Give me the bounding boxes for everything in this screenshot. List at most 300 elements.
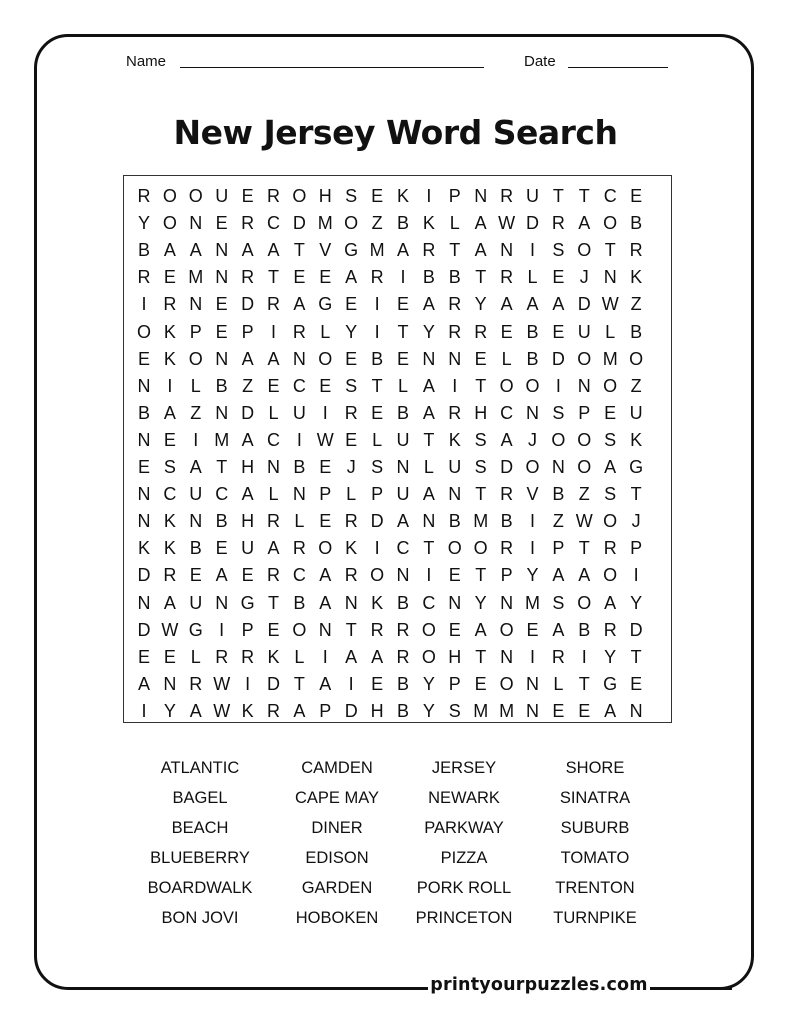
grid-letter: O — [421, 619, 436, 640]
grid-letter: E — [189, 565, 202, 586]
grid-letter: T — [578, 673, 590, 694]
grid-letter: K — [163, 321, 176, 342]
grid-letter: R — [396, 646, 410, 667]
grid-letter: T — [475, 267, 487, 288]
grid-letter: Y — [474, 294, 487, 315]
grid-letter: K — [396, 186, 409, 206]
grid-letter: O — [447, 538, 462, 559]
grid-letter: O — [162, 213, 177, 234]
grid-letter: G — [629, 457, 644, 477]
grid-letter: A — [552, 619, 565, 640]
grid-letter: C — [267, 213, 280, 234]
grid-letter: A — [163, 402, 176, 423]
grid-letter: A — [137, 673, 150, 694]
grid-letter: R — [500, 484, 514, 505]
grid-letter: E — [630, 186, 643, 206]
grid-letter: O — [603, 565, 618, 586]
grid-letter: D — [500, 457, 514, 477]
grid-letter: S — [448, 700, 461, 721]
word-list-item: PRINCETON — [415, 908, 513, 927]
grid-letter: I — [374, 294, 380, 315]
grid-letter: C — [292, 565, 306, 586]
word-list-item: PARKWAY — [424, 818, 504, 837]
grid-letter: I — [167, 375, 173, 396]
grid-letter: R — [603, 619, 617, 640]
grid-letter: N — [474, 186, 488, 206]
grid-letter: N — [137, 511, 151, 532]
grid-letter: R — [163, 565, 177, 586]
grid-letter: T — [293, 673, 305, 694]
word-list-item: CAMDEN — [301, 759, 373, 777]
grid-letter: M — [317, 213, 333, 234]
word-list-item: BLUEBERRY — [150, 848, 250, 867]
grid-letter: Z — [578, 484, 590, 505]
grid-letter: O — [577, 457, 592, 477]
grid-letter: I — [141, 700, 147, 721]
grid-letter: O — [577, 240, 592, 261]
grid-letter: O — [136, 321, 151, 342]
grid-letter: R — [603, 538, 617, 559]
word-list-item: PORK ROLL — [416, 878, 512, 897]
grid-letter: J — [631, 511, 641, 532]
page-title: New Jersey Word Search — [173, 113, 618, 152]
grid-letter: A — [163, 240, 176, 261]
grid-letter: P — [448, 186, 461, 206]
grid-letter: T — [475, 484, 487, 505]
grid-letter: U — [189, 484, 203, 505]
grid-letter: E — [630, 673, 643, 694]
grid-letter: D — [292, 213, 306, 234]
grid-letter: E — [345, 348, 358, 369]
grid-letter: A — [189, 240, 202, 261]
grid-letter: N — [137, 484, 151, 505]
grid-letter: B — [396, 700, 409, 721]
grid-letter: I — [219, 619, 225, 640]
grid-letter: N — [448, 592, 462, 613]
grid-letter: A — [396, 511, 409, 532]
word-list-item: BAGEL — [172, 788, 228, 807]
grid-letter: D — [577, 294, 591, 315]
grid-letter: B — [526, 321, 539, 342]
grid-letter: A — [319, 673, 332, 694]
word-list-item: DINER — [311, 818, 363, 837]
grid-letter: N — [500, 646, 514, 667]
grid-letter: G — [240, 592, 255, 613]
word-list-item: TURNPIKE — [553, 908, 637, 927]
grid-letter: I — [296, 429, 302, 450]
grid-letter: A — [241, 429, 254, 450]
grid-letter: C — [267, 429, 280, 450]
grid-letter: V — [319, 240, 332, 261]
grid-letter: Z — [242, 375, 254, 396]
grid-letter: R — [267, 294, 280, 315]
grid-letter: A — [500, 294, 513, 315]
grid-letter: M — [525, 592, 540, 613]
word-list-item: TRENTON — [555, 878, 635, 897]
name-field-line[interactable] — [180, 67, 484, 68]
grid-letter: L — [553, 673, 564, 694]
grid-letter: D — [370, 511, 384, 532]
grid-letter: N — [189, 294, 203, 315]
grid-letter: Y — [163, 700, 176, 721]
grid-letter: S — [474, 429, 487, 450]
date-field-line[interactable] — [568, 67, 668, 68]
grid-letter: U — [577, 321, 591, 342]
grid-letter: R — [448, 294, 462, 315]
grid-letter: H — [241, 457, 255, 477]
grid-letter: Z — [630, 294, 642, 315]
grid-letter: D — [241, 402, 255, 423]
grid-letter: B — [526, 348, 539, 369]
grid-letter: K — [630, 267, 643, 288]
grid-letter: O — [603, 213, 618, 234]
footer-rule-right — [650, 987, 732, 990]
grid-letter: N — [448, 348, 462, 369]
grid-letter: B — [293, 457, 306, 477]
grid-letter: O — [577, 429, 592, 450]
grid-letter: P — [500, 565, 513, 586]
grid-letter: N — [137, 375, 151, 396]
grid-letter: T — [268, 267, 279, 288]
grid-letter: A — [474, 619, 487, 640]
grid-letter: C — [396, 538, 410, 559]
grid-letter: S — [345, 375, 358, 396]
grid-letter: E — [319, 267, 332, 288]
grid-letter: P — [371, 484, 384, 505]
grid-letter: R — [267, 565, 280, 586]
grid-letter: R — [267, 700, 280, 721]
grid-letter: E — [267, 619, 280, 640]
word-list-item: BEACH — [171, 818, 229, 837]
grid-letter: E — [163, 429, 176, 450]
grid-letter: R — [422, 240, 436, 261]
grid-letter: L — [346, 484, 357, 505]
grid-letter: U — [189, 592, 203, 613]
grid-letter: U — [448, 457, 462, 477]
grid-letter: B — [293, 592, 306, 613]
grid-letter: Y — [526, 565, 539, 586]
grid-letter: O — [629, 348, 644, 369]
grid-letter: E — [371, 186, 384, 206]
grid-letter: N — [629, 700, 643, 721]
grid-letter: N — [500, 240, 514, 261]
grid-letter: N — [163, 673, 177, 694]
grid-letter: W — [161, 619, 179, 640]
grid-letter: M — [602, 348, 618, 369]
grid-letter: E — [474, 348, 487, 369]
grid-letter: C — [163, 484, 177, 505]
grid-letter: A — [474, 213, 487, 234]
grid-letter: E — [448, 619, 461, 640]
grid-letter: A — [552, 294, 565, 315]
grid-letter: E — [319, 375, 332, 396]
grid-letter: A — [500, 429, 513, 450]
grid-letter: E — [137, 646, 150, 667]
grid-letter: B — [396, 213, 409, 234]
grid-letter: E — [319, 511, 332, 532]
grid-letter: E — [396, 294, 409, 315]
grid-letter: T — [423, 538, 435, 559]
grid-letter: E — [448, 565, 461, 586]
grid-letter: P — [552, 538, 565, 559]
grid-letter: I — [581, 646, 587, 667]
grid-letter: A — [422, 375, 435, 396]
grid-letter: R — [448, 402, 462, 423]
grid-letter: Y — [422, 673, 435, 694]
grid-letter: B — [448, 511, 461, 532]
grid-letter: K — [137, 538, 150, 559]
grid-letter: S — [371, 457, 384, 477]
grid-letter: L — [320, 321, 331, 342]
grid-letter: O — [318, 538, 333, 559]
grid-letter: O — [188, 348, 203, 369]
grid-letter: E — [293, 267, 306, 288]
grid-letter: P — [241, 619, 254, 640]
grid-letter: R — [267, 186, 280, 206]
grid-letter: I — [141, 294, 147, 315]
grid-letter: R — [292, 538, 306, 559]
word-list-item: JERSEY — [431, 759, 497, 777]
grid-letter: G — [318, 294, 333, 315]
grid-letter: M — [473, 511, 489, 532]
grid-letter: Y — [422, 321, 435, 342]
grid-letter: N — [526, 700, 539, 721]
grid-letter: E — [241, 565, 254, 586]
grid-letter: I — [348, 673, 354, 694]
grid-letter: R — [474, 321, 488, 342]
grid-letter: L — [605, 321, 616, 342]
grid-letter: R — [500, 538, 514, 559]
grid-letter: H — [241, 511, 255, 532]
grid-letter: S — [552, 592, 565, 613]
grid-letter: N — [215, 592, 229, 613]
grid-letter: N — [137, 592, 151, 613]
grid-letter: B — [578, 619, 591, 640]
grid-letter: T — [371, 375, 383, 396]
grid-letter: E — [552, 700, 565, 721]
grid-letter: E — [474, 673, 487, 694]
grid-letter: D — [344, 700, 358, 721]
grid-letter: N — [292, 348, 306, 369]
grid-letter: K — [163, 348, 176, 369]
grid-letter: E — [396, 348, 409, 369]
grid-letter: R — [189, 673, 203, 694]
grid-letter: I — [400, 267, 406, 288]
grid-letter: B — [422, 267, 435, 288]
grid-letter: R — [344, 402, 358, 423]
grid-letter: A — [578, 565, 591, 586]
grid-letter: A — [241, 348, 254, 369]
grid-letter: B — [396, 592, 409, 613]
grid-letter: P — [189, 321, 202, 342]
grid-letter: K — [371, 592, 384, 613]
grid-letter: H — [370, 700, 384, 721]
grid-letter: E — [371, 402, 384, 423]
grid-letter: K — [163, 538, 176, 559]
grid-letter: A — [215, 565, 228, 586]
grid-letter: I — [374, 321, 380, 342]
grid-letter: M — [214, 429, 230, 450]
grid-letter: N — [500, 592, 514, 613]
grid-letter: N — [215, 240, 229, 261]
grid-letter: N — [422, 348, 436, 369]
grid-letter: N — [526, 402, 539, 423]
grid-letter: E — [215, 294, 228, 315]
grid-letter: I — [529, 538, 535, 559]
grid-letter: R — [137, 186, 151, 206]
grid-letter: K — [241, 700, 254, 721]
grid-letter: I — [193, 429, 199, 450]
grid-letter: A — [241, 240, 254, 261]
grid-letter: R — [215, 646, 229, 667]
grid-letter: O — [499, 673, 514, 694]
grid-letter: D — [551, 348, 565, 369]
footer-rule-left — [110, 987, 422, 990]
grid-letter: P — [448, 673, 461, 694]
grid-letter: L — [268, 484, 279, 505]
grid-letter: D — [629, 619, 643, 640]
grid-letter: T — [475, 375, 487, 396]
grid-letter: N — [215, 348, 229, 369]
grid-letter: O — [344, 213, 359, 234]
grid-letter: T — [578, 538, 590, 559]
grid-letter: R — [500, 267, 514, 288]
grid-letter: R — [370, 619, 384, 640]
grid-letter: T — [397, 321, 409, 342]
grid-letter: R — [241, 213, 255, 234]
grid-letter: C — [422, 592, 436, 613]
grid-letter: B — [630, 213, 643, 234]
grid-letter: R — [370, 267, 384, 288]
grid-letter: A — [267, 538, 280, 559]
grid-letter: R — [551, 646, 565, 667]
grid-letter: N — [551, 457, 565, 477]
grid-letter: R — [629, 240, 643, 261]
grid-letter: U — [396, 484, 410, 505]
grid-letter: E — [578, 700, 591, 721]
grid-letter: N — [422, 511, 436, 532]
grid-letter: A — [396, 240, 409, 261]
grid-letter: R — [448, 321, 462, 342]
grid-letter: K — [267, 646, 280, 667]
footer-site-name: printyourpuzzles.com — [428, 975, 650, 995]
grid-letter: R — [163, 294, 177, 315]
grid-letter: N — [137, 429, 151, 450]
grid-letter: T — [423, 429, 435, 450]
grid-letter: I — [374, 538, 380, 559]
word-list-item: SINATRA — [559, 788, 631, 807]
grid-letter: T — [216, 457, 228, 477]
grid-letter: T — [293, 240, 305, 261]
grid-letter: R — [344, 565, 358, 586]
grid-letter: U — [215, 186, 229, 206]
word-list-item: NEWARK — [428, 788, 500, 807]
grid-letter: T — [604, 240, 616, 261]
grid-letter: L — [294, 511, 305, 532]
grid-letter: O — [370, 565, 385, 586]
grid-letter: B — [371, 348, 384, 369]
grid-letter: A — [267, 348, 280, 369]
word-list-item: CAPE MAY — [294, 788, 380, 807]
grid-letter: T — [578, 186, 590, 206]
grid-letter: A — [604, 700, 617, 721]
word-list-item: HOBOKEN — [295, 908, 379, 927]
grid-letter: O — [525, 375, 540, 396]
grid-letter: H — [318, 186, 332, 206]
grid-letter: Y — [137, 213, 150, 234]
grid-letter: A — [604, 457, 617, 477]
grid-letter: Z — [371, 213, 383, 234]
grid-letter: A — [422, 294, 435, 315]
grid-letter: N — [526, 673, 539, 694]
grid-letter: J — [579, 267, 589, 288]
name-label: Name — [126, 53, 167, 70]
grid-letter: G — [188, 619, 203, 640]
grid-letter: E — [345, 429, 358, 450]
grid-letter: S — [552, 402, 565, 423]
grid-letter: R — [500, 186, 514, 206]
grid-letter: S — [474, 457, 487, 477]
word-list-item: GARDEN — [301, 878, 373, 897]
grid-letter: T — [630, 646, 642, 667]
grid-letter: T — [268, 592, 279, 613]
grid-letter: H — [448, 646, 462, 667]
grid-letter: U — [629, 402, 643, 423]
grid-letter: N — [344, 592, 358, 613]
grid-letter: U — [292, 402, 306, 423]
grid-letter: I — [270, 321, 276, 342]
grid-letter: S — [604, 429, 617, 450]
grid-letter: T — [630, 484, 642, 505]
grid-letter: V — [526, 484, 539, 505]
grid-letter: L — [397, 375, 408, 396]
grid-letter: L — [527, 267, 538, 288]
grid-letter: C — [215, 484, 229, 505]
date-label: Date — [524, 53, 556, 70]
grid-letter: E — [215, 321, 228, 342]
word-list-item: TOMATO — [560, 848, 630, 867]
grid-letter: D — [137, 565, 151, 586]
grid-letter: B — [137, 402, 150, 423]
grid-letter: O — [318, 348, 333, 369]
grid-letter: R — [551, 213, 565, 234]
grid-letter: J — [528, 429, 537, 450]
grid-letter: W — [601, 294, 619, 315]
grid-letter: E — [215, 213, 228, 234]
grid-letter: I — [555, 375, 561, 396]
grid-letter: A — [241, 484, 254, 505]
grid-letter: Y — [474, 592, 487, 613]
grid-letter: A — [319, 565, 332, 586]
grid-letter: S — [552, 240, 565, 261]
grid-letter: E — [241, 186, 254, 206]
grid-letter: L — [449, 213, 460, 234]
grid-letter: R — [292, 321, 306, 342]
grid-letter: Z — [190, 402, 202, 423]
grid-letter: E — [500, 321, 513, 342]
grid-letter: E — [215, 538, 228, 559]
grid-letter: N — [189, 213, 203, 234]
grid-letter: S — [163, 457, 176, 477]
word-list-item: ATLANTIC — [160, 759, 240, 777]
grid-letter: D — [137, 619, 151, 640]
grid-letter: R — [137, 267, 151, 288]
grid-letter: O — [525, 457, 540, 477]
grid-letter: C — [292, 375, 306, 396]
grid-letter: U — [241, 538, 255, 559]
grid-letter: A — [526, 294, 539, 315]
grid-letter: I — [322, 402, 328, 423]
